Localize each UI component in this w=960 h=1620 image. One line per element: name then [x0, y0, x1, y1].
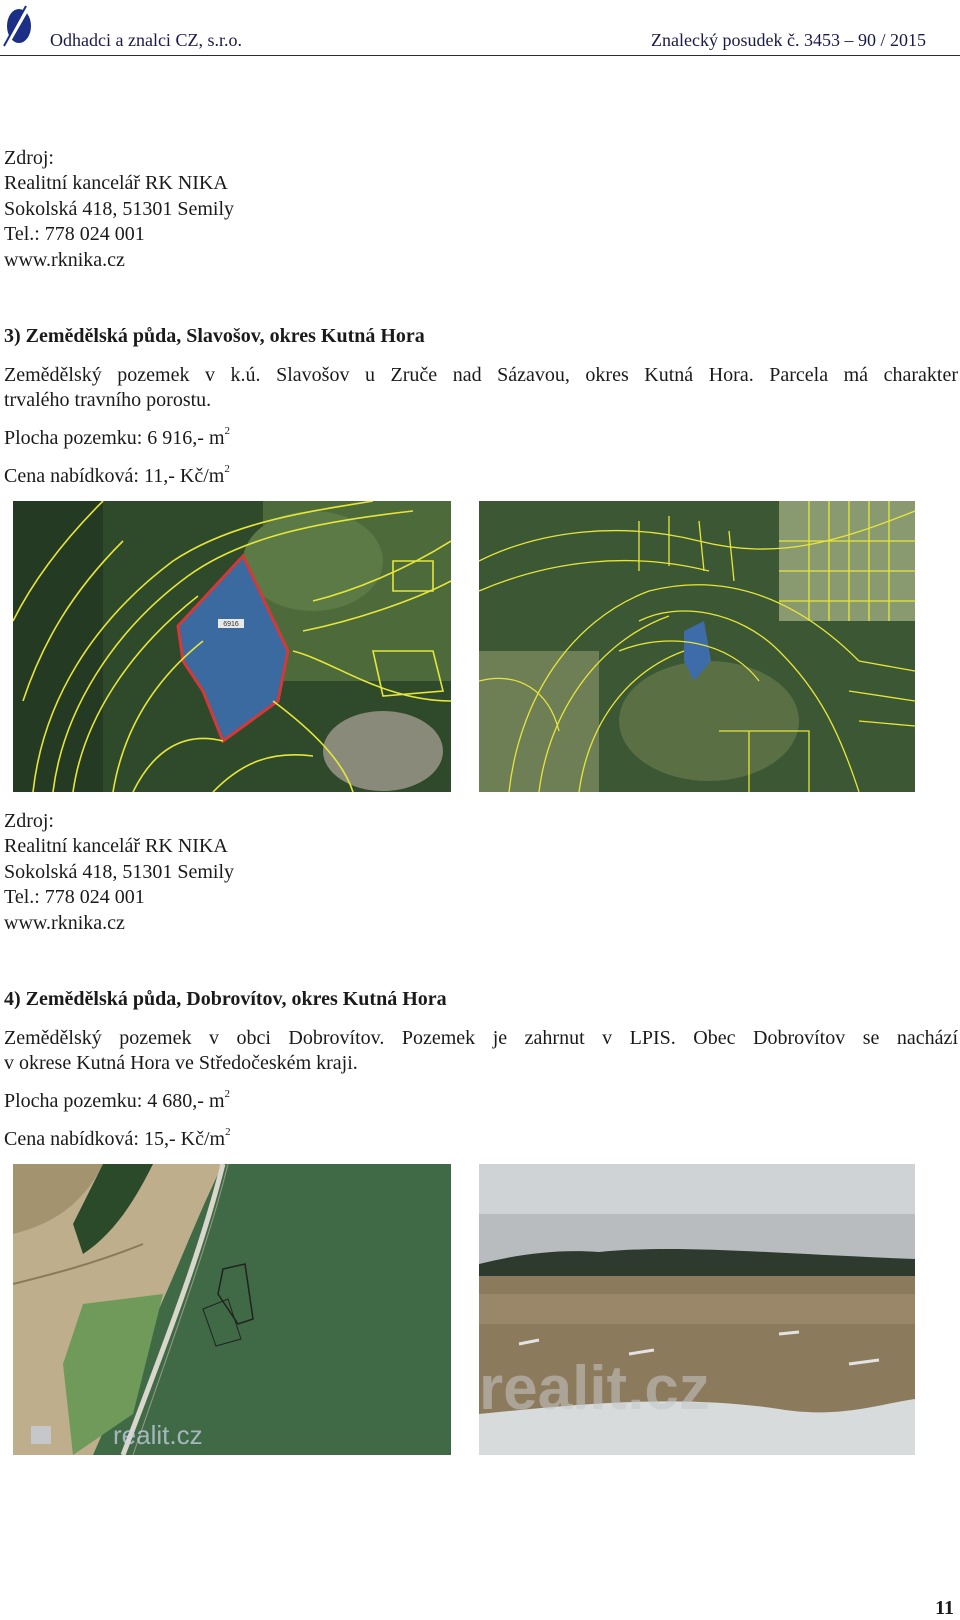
item4-description-line1: Zemědělský pozemek v obci Dobrovítov. Pozemek je zahrnut v LPIS. Obec Dobrovítov se nachází [4, 1027, 958, 1049]
item4-title: 4) Zemědělská půda, Dobrovítov, okres Kutná Hora [4, 988, 447, 1010]
item4-aerial-photo [13, 1164, 451, 1455]
header-company: Odhadci a znalci CZ, s.r.o. [50, 30, 242, 50]
item3-map-parcel-label: 6916 [223, 621, 239, 628]
source-phone: Tel.: 778 024 001 [4, 223, 145, 245]
header-logo [2, 2, 36, 50]
item3-cadastral-map-overview [479, 501, 915, 792]
item3-description-line1: Zemědělský pozemek v k.ú. Slavošov u Zruče nad Sázavou, okres Kutná Hora. Parcela má charakter [4, 364, 958, 386]
source-phone: Tel.: 778 024 001 [4, 886, 145, 908]
header-divider [0, 55, 960, 56]
item4-price: Cena nabídková: 15,- $Kč/m^2$ [4, 1126, 231, 1150]
page-number: 11 [935, 1597, 954, 1619]
item3-price: Cena nabídková: 11,- $Kč/m^2$ [4, 463, 230, 487]
source-label: Zdroj: [4, 810, 54, 832]
item3-title: 3) Zemědělská půda, Slavošov, okres Kutná Hora [4, 325, 425, 347]
source-address: Sokolská 418, 51301 Semily [4, 198, 235, 220]
watermark-text: realit.cz [479, 1354, 710, 1423]
source-agency: Realitní kancelář RK NIKA [4, 835, 228, 857]
source-web: www.rknika.cz [4, 912, 125, 934]
source-agency: Realitní kancelář RK NIKA [4, 172, 228, 194]
item3-description-line2: trvalého travního porostu. [4, 389, 212, 411]
item4-area: Plocha pozemku: 4 680,- $m^2$ [4, 1088, 231, 1112]
item4-description-line2: v okrese Kutná Hora ve Středočeském kraji. [4, 1052, 358, 1074]
header-report-number: Znalecký posudek č. 3453 – 90 / 2015 [651, 30, 926, 50]
source-address: Sokolská 418, 51301 Semily [4, 861, 235, 883]
watermark-text: realit.cz [113, 1420, 203, 1450]
item3-cadastral-map-detail [13, 501, 451, 792]
item4-field-photo [479, 1164, 915, 1455]
source-label: Zdroj: [4, 147, 54, 169]
source-web: www.rknika.cz [4, 249, 125, 271]
item3-area: Plocha pozemku: 6 916,- $m^2$ [4, 425, 231, 449]
